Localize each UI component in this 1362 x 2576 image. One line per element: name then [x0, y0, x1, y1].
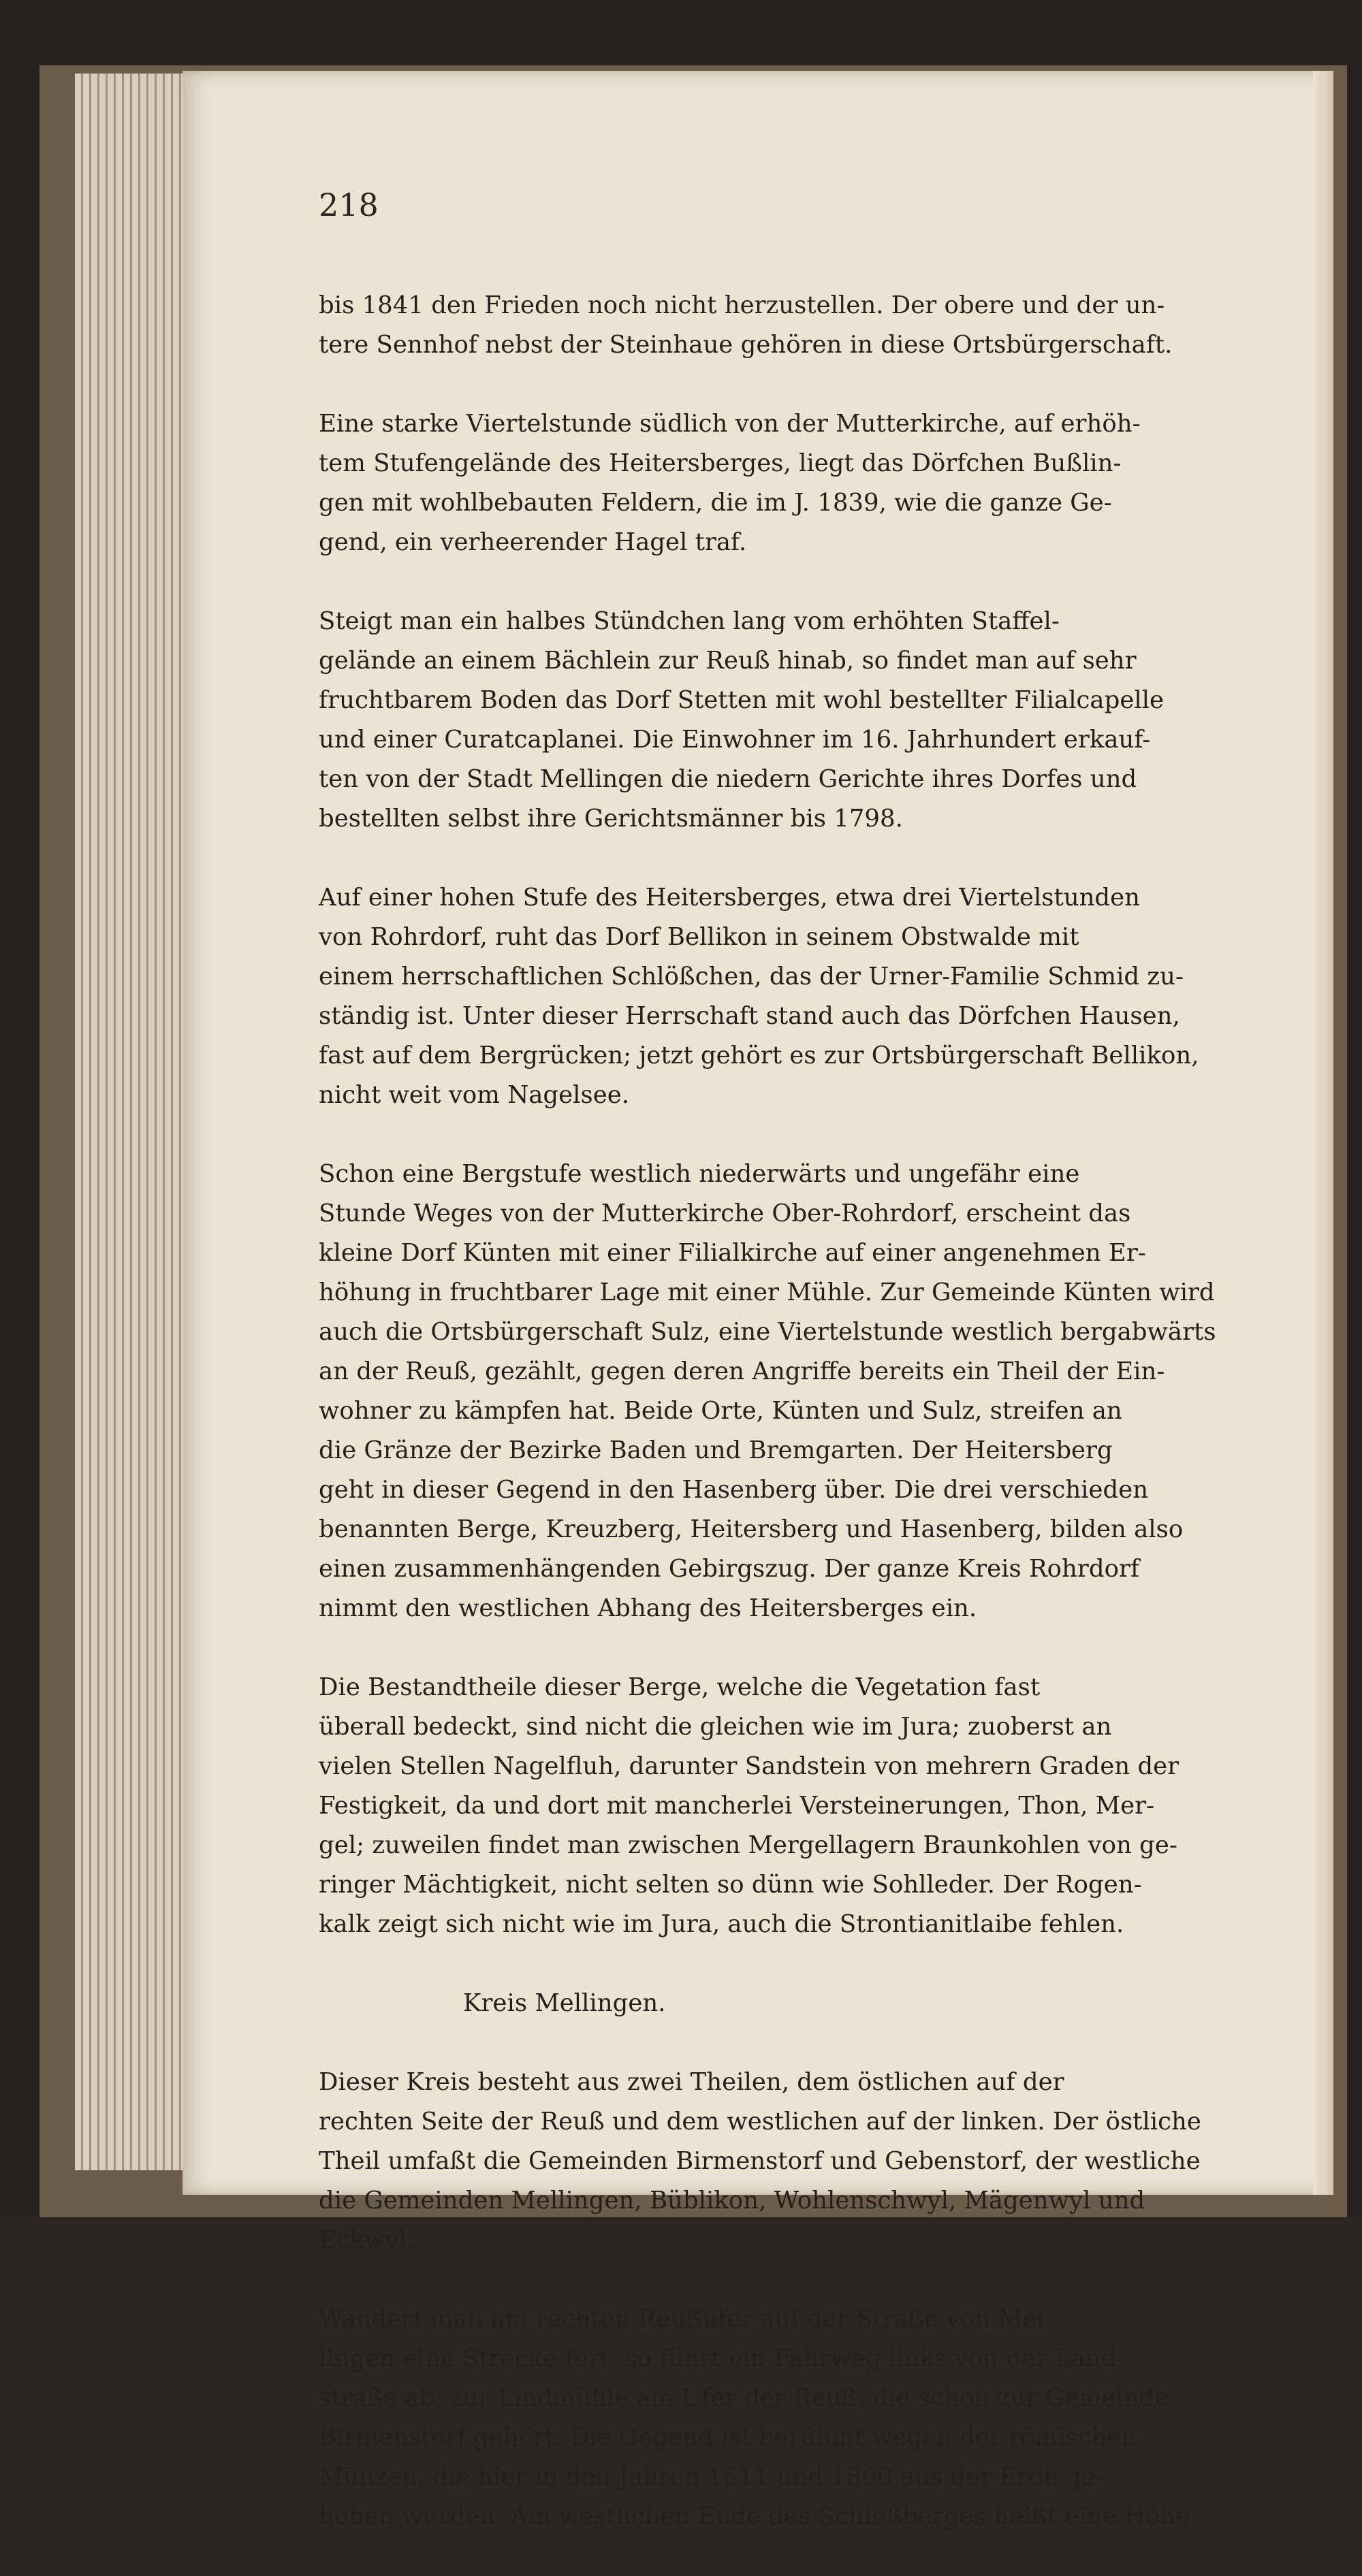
paragraph: Dieser Kreis besteht aus zwei Theilen, dem östlichen auf der rechten Seite der Reuß und dem westlichen auf der linken. Der östliche Theil umfaßt die Gemeinden Birmenstorf und Gebenstorf, der westliche die Gemeinden Mellingen, Büblikon, Wohlenschwyl, Mägenwyl und Eckwyl. — [319, 2068, 1201, 2254]
page-number: 218 — [319, 187, 379, 223]
paragraph: Steigt man ein halbes Stündchen lang vom erhöhten Staffel- gelände an einem Bächlein zur Reuß hinab, so findet man auf sehr fruchtbarem Boden das Dorf Stetten mit wohl bestellter Filialcapelle und einer Curatcaplanei. Die Einwohner im 16. Jahrhundert erkauf- ten von der Stadt Mellingen die niedern Gerichte ihres Dorfes und bestellten selbst ihre Gerichtsmänner bis 1798. — [319, 607, 1165, 833]
section-heading: Kreis Mellingen. — [463, 1989, 666, 2017]
paragraph: Eine starke Viertelstunde südlich von der Mutterkirche, auf erhöh- tem Stufengelände des Heitersberges, liegt das Dörfchen Bußlin- gen mit wohlbebauten Feldern, die im J. 1839, wie die ganze Ge- gend, ein verheerender Hagel traf. — [319, 410, 1141, 556]
paragraph: bis 1841 den Frieden noch nicht herzustellen. Der obere und der un- tere Sennhof nebst der Steinhaue gehören in diese Ortsbürgerschaft. — [319, 291, 1173, 359]
paragraph: Schon eine Bergstufe westlich niederwärts und ungefähr eine Stunde Weges von der Mutterkirche Ober-Rohrdorf, erscheint das kleine Dorf Künten mit einer Filialkirche auf einer angenehmen Er- höhung in fruchtbarer Lage mit einer Mühle. Zur Gemeinde Künten wird auch die Ortsbürgerschaft Sulz, eine Viertelstunde westlich bergabwärts an der Reuß, gezählt, gegen deren Angriffe bereits ein Theil der Ein- wohner zu kämpfen hat. Beide Orte, Künten und Sulz, streifen an die Gränze der Bezirke Baden und Bremgarten. Der Heitersberg geht in dieser Gegend in den Hasenberg über. Die drei verschieden benannten Berge, Kreuzberg, Heitersberg und Hasenberg, bilden also einen zusammenhängenden Gebirgszug. Der ganze Kreis Rohrdorf nimmt den westlichen Abhang des Heitersberges ein. — [319, 1160, 1216, 1622]
paragraph: Die Bestandtheile dieser Berge, welche die Vegetation fast überall bedeckt, sind nicht die gleichen wie im Jura; zuoberst an vielen Stellen Nagelfluh, darunter Sandstein von mehrern Graden der Festigkeit, da und dort mit mancherlei Versteinerungen, Thon, Mer- gel; zuweilen findet man zwischen Mergellagern Braunkohlen von ge- ringer Mächtigkeit, nicht selten so dünn wie Sohlleder. Der Rogen- kalk zeigt sich nicht wie im Jura, auch die Strontianitlaibe fehlen. — [319, 1673, 1179, 1938]
book-page — [183, 71, 1333, 2530]
paragraph: Wandert man am rechten Reußufer auf der Straße von Mel- lingen eine Strecke fort, so führt ein Fahrweg links von der Land- straße ab, zur Lindmühle am Ufer der Reuß, die schon zur Gemeinde Birmenstorf gehört. Die Gegend ist berühmt wegen der römischen Münzen, die hier in den Jahren 1611 und 1800 aus der Erde ge- hoben wurden. Am westlichen Ende des Schloßberges heißt eine Höhe — [319, 2305, 1190, 2530]
page-text — [319, 246, 1317, 2576]
paragraph: Auf einer hohen Stufe des Heitersberges, etwa drei Viertelstunden von Rohrdorf, ruht das Dorf Bellikon in seinem Obstwalde mit einem herrschaftlichen Schlößchen, das der Urner-Familie Schmid zu- ständig ist. Unter dieser Herrschaft stand auch das Dörfchen Hausen, fast auf dem Bergrücken; jetzt gehört es zur Ortsbürgerschaft Bellikon, nicht weit vom Nagelsee. — [319, 884, 1199, 1109]
